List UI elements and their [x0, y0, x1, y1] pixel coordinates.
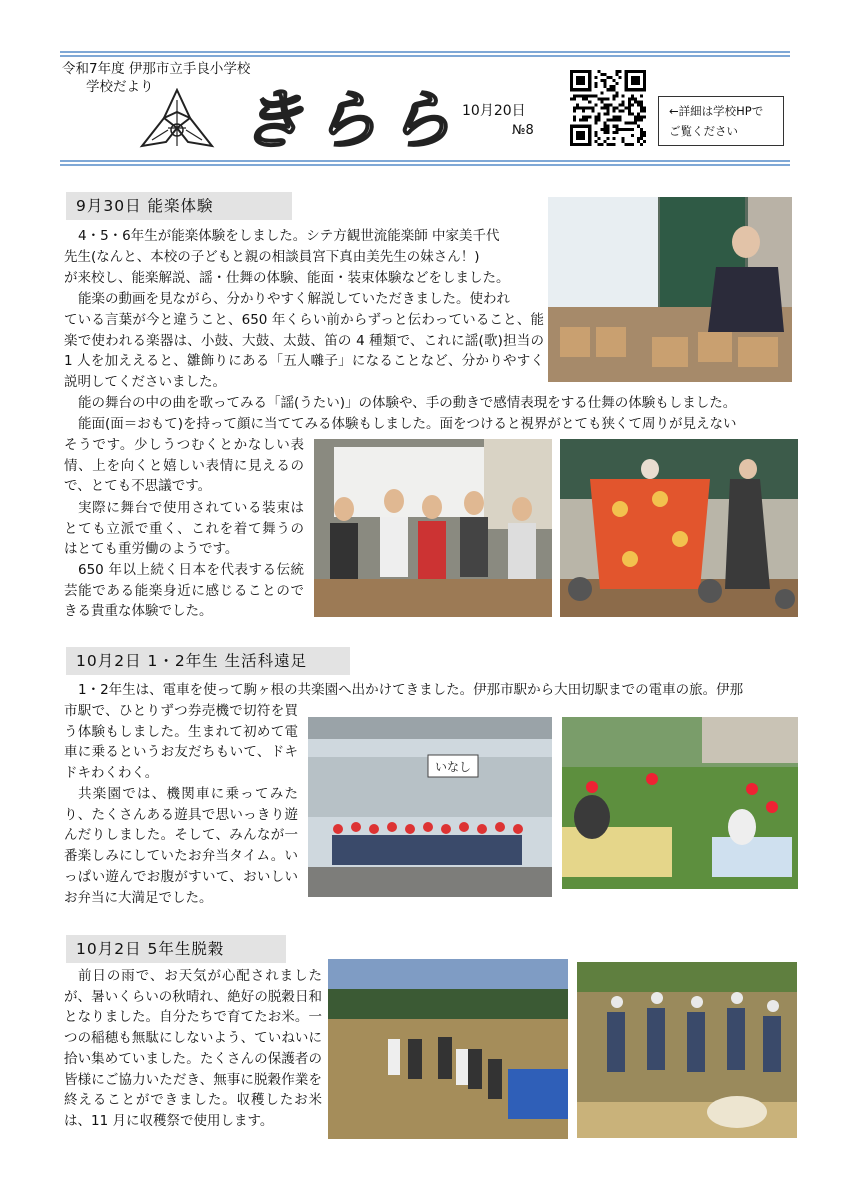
photo-noh-masks	[314, 439, 552, 617]
article-1-line-7: 能面(面＝おもて)を持って顔に当ててみる体験もしました。面をつけると視界がとても狭くて周りが見えない	[78, 416, 737, 432]
issue-date: 10月20日	[462, 103, 526, 119]
header-rule-top-2	[60, 55, 790, 57]
article-1-line-9: 実際に舞台で使用されている装束はとても立派で重く、これを着て舞うのはとても重労働のようです。	[64, 500, 304, 558]
newsletter-title: きらら	[240, 84, 462, 158]
article-1-line-10: 650 年以上続く日本を代表する伝統芸能である能楽身近に感じることのできる貴重な体験でした。	[64, 562, 304, 620]
photo-noh-costume	[560, 439, 798, 617]
photo-station	[308, 717, 552, 897]
hp-note-line1: ←詳細は学校HPで	[669, 104, 764, 118]
article-1-line-4: 能楽の動画を見ながら、分かりやすく解説していただきました。使われ	[78, 291, 510, 307]
photo-picnic	[562, 717, 798, 889]
school-emblem-icon	[138, 88, 216, 154]
issue-number: №8	[512, 123, 534, 138]
photo-noh-teacher	[548, 197, 792, 382]
article-1-line-5: ている言葉が今と違うこと、650 年くらい前からずっと伝わっていること、能楽で使われる楽器は、小鼓、大鼓、太鼓、笛の 4 種類で、これに謡(歌)担当の 1 人を加ええると、雛飾りにある「五人囃子」になることなど、分かりやすく説明してくださいました。	[64, 312, 544, 391]
school-line: 令和7年度 伊那市立手良小学校	[62, 61, 251, 77]
photo-threshing-1	[328, 959, 568, 1139]
article-1-line-6: 能の舞台の中の曲を歌ってみる「謡(うたい)」の体験や、手の動きで感情表現をする仕舞の体験もしました。	[78, 395, 737, 411]
article-2-heading: 10月2日 1・2年生 生活科遠足	[66, 647, 350, 675]
article-1-line-3: が来校し、能楽解説、謡・仕舞の体験、能面・装束体験などをしました。	[64, 270, 510, 286]
article-1-line-1: 4・5・6年生が能楽体験をしました。シテ方観世流能楽師 中家美千代	[78, 228, 500, 244]
newsletter-label: 学校だより	[86, 79, 154, 95]
article-3-line-1: 前日の雨で、お天気が心配されましたが、暑いくらいの秋晴れ、絶好の脱穀日和となりました。自分たちで育てたお米。一つの稲穂も無駄にしないよう、ていねいに拾い集めていました。たくさんの保護者の皆様にご協力いただき、無事に脱穀作業を終えることができました。収穫したお米は、11 月に収穫祭で使用します。	[64, 968, 322, 1129]
photo-threshing-2	[577, 962, 797, 1138]
article-2-line-2: 市駅で、ひとりずつ券売機で切符を買う体験もしました。生まれて初めて電車に乗るというお友だちもいて、ドキドキわくわく。	[64, 703, 298, 782]
hp-note-line2: ご覧ください	[669, 124, 738, 138]
article-1-heading: 9月30日 能楽体験	[66, 192, 292, 220]
header-rule-top	[60, 51, 790, 53]
article-3-heading: 10月2日 5年生脱穀	[66, 935, 286, 963]
article-2-line-1: 1・2年生は、電車を使って駒ヶ根の共楽園へ出かけてきました。伊那市駅から大田切駅までの電車の旅。伊那	[78, 682, 744, 698]
header-rule-bottom	[60, 160, 790, 162]
qr-code-icon[interactable]	[570, 70, 646, 146]
article-1-line-2: 先生(なんと、本校の子どもと親の相談員宮下真由美先生の妹さん！)	[64, 249, 480, 265]
article-2-line-3: 共楽園では、機関車に乗ってみたり、たくさんある遊具で思いっきり遊んだりしました。そして、みんなが一番楽しみにしていたお弁当タイム。いっぱい遊んでお腹がすいて、おいしいお弁当に大満足でした。	[64, 786, 298, 906]
station-sign: いなし	[434, 760, 472, 774]
header-rule-bottom-2	[60, 164, 790, 166]
hp-note-box	[658, 96, 784, 146]
article-1-line-8: そうです。少しうつむくとかなしい表情、上を向くと嬉しい表情に見えるので、とても不思議です。	[64, 437, 304, 495]
